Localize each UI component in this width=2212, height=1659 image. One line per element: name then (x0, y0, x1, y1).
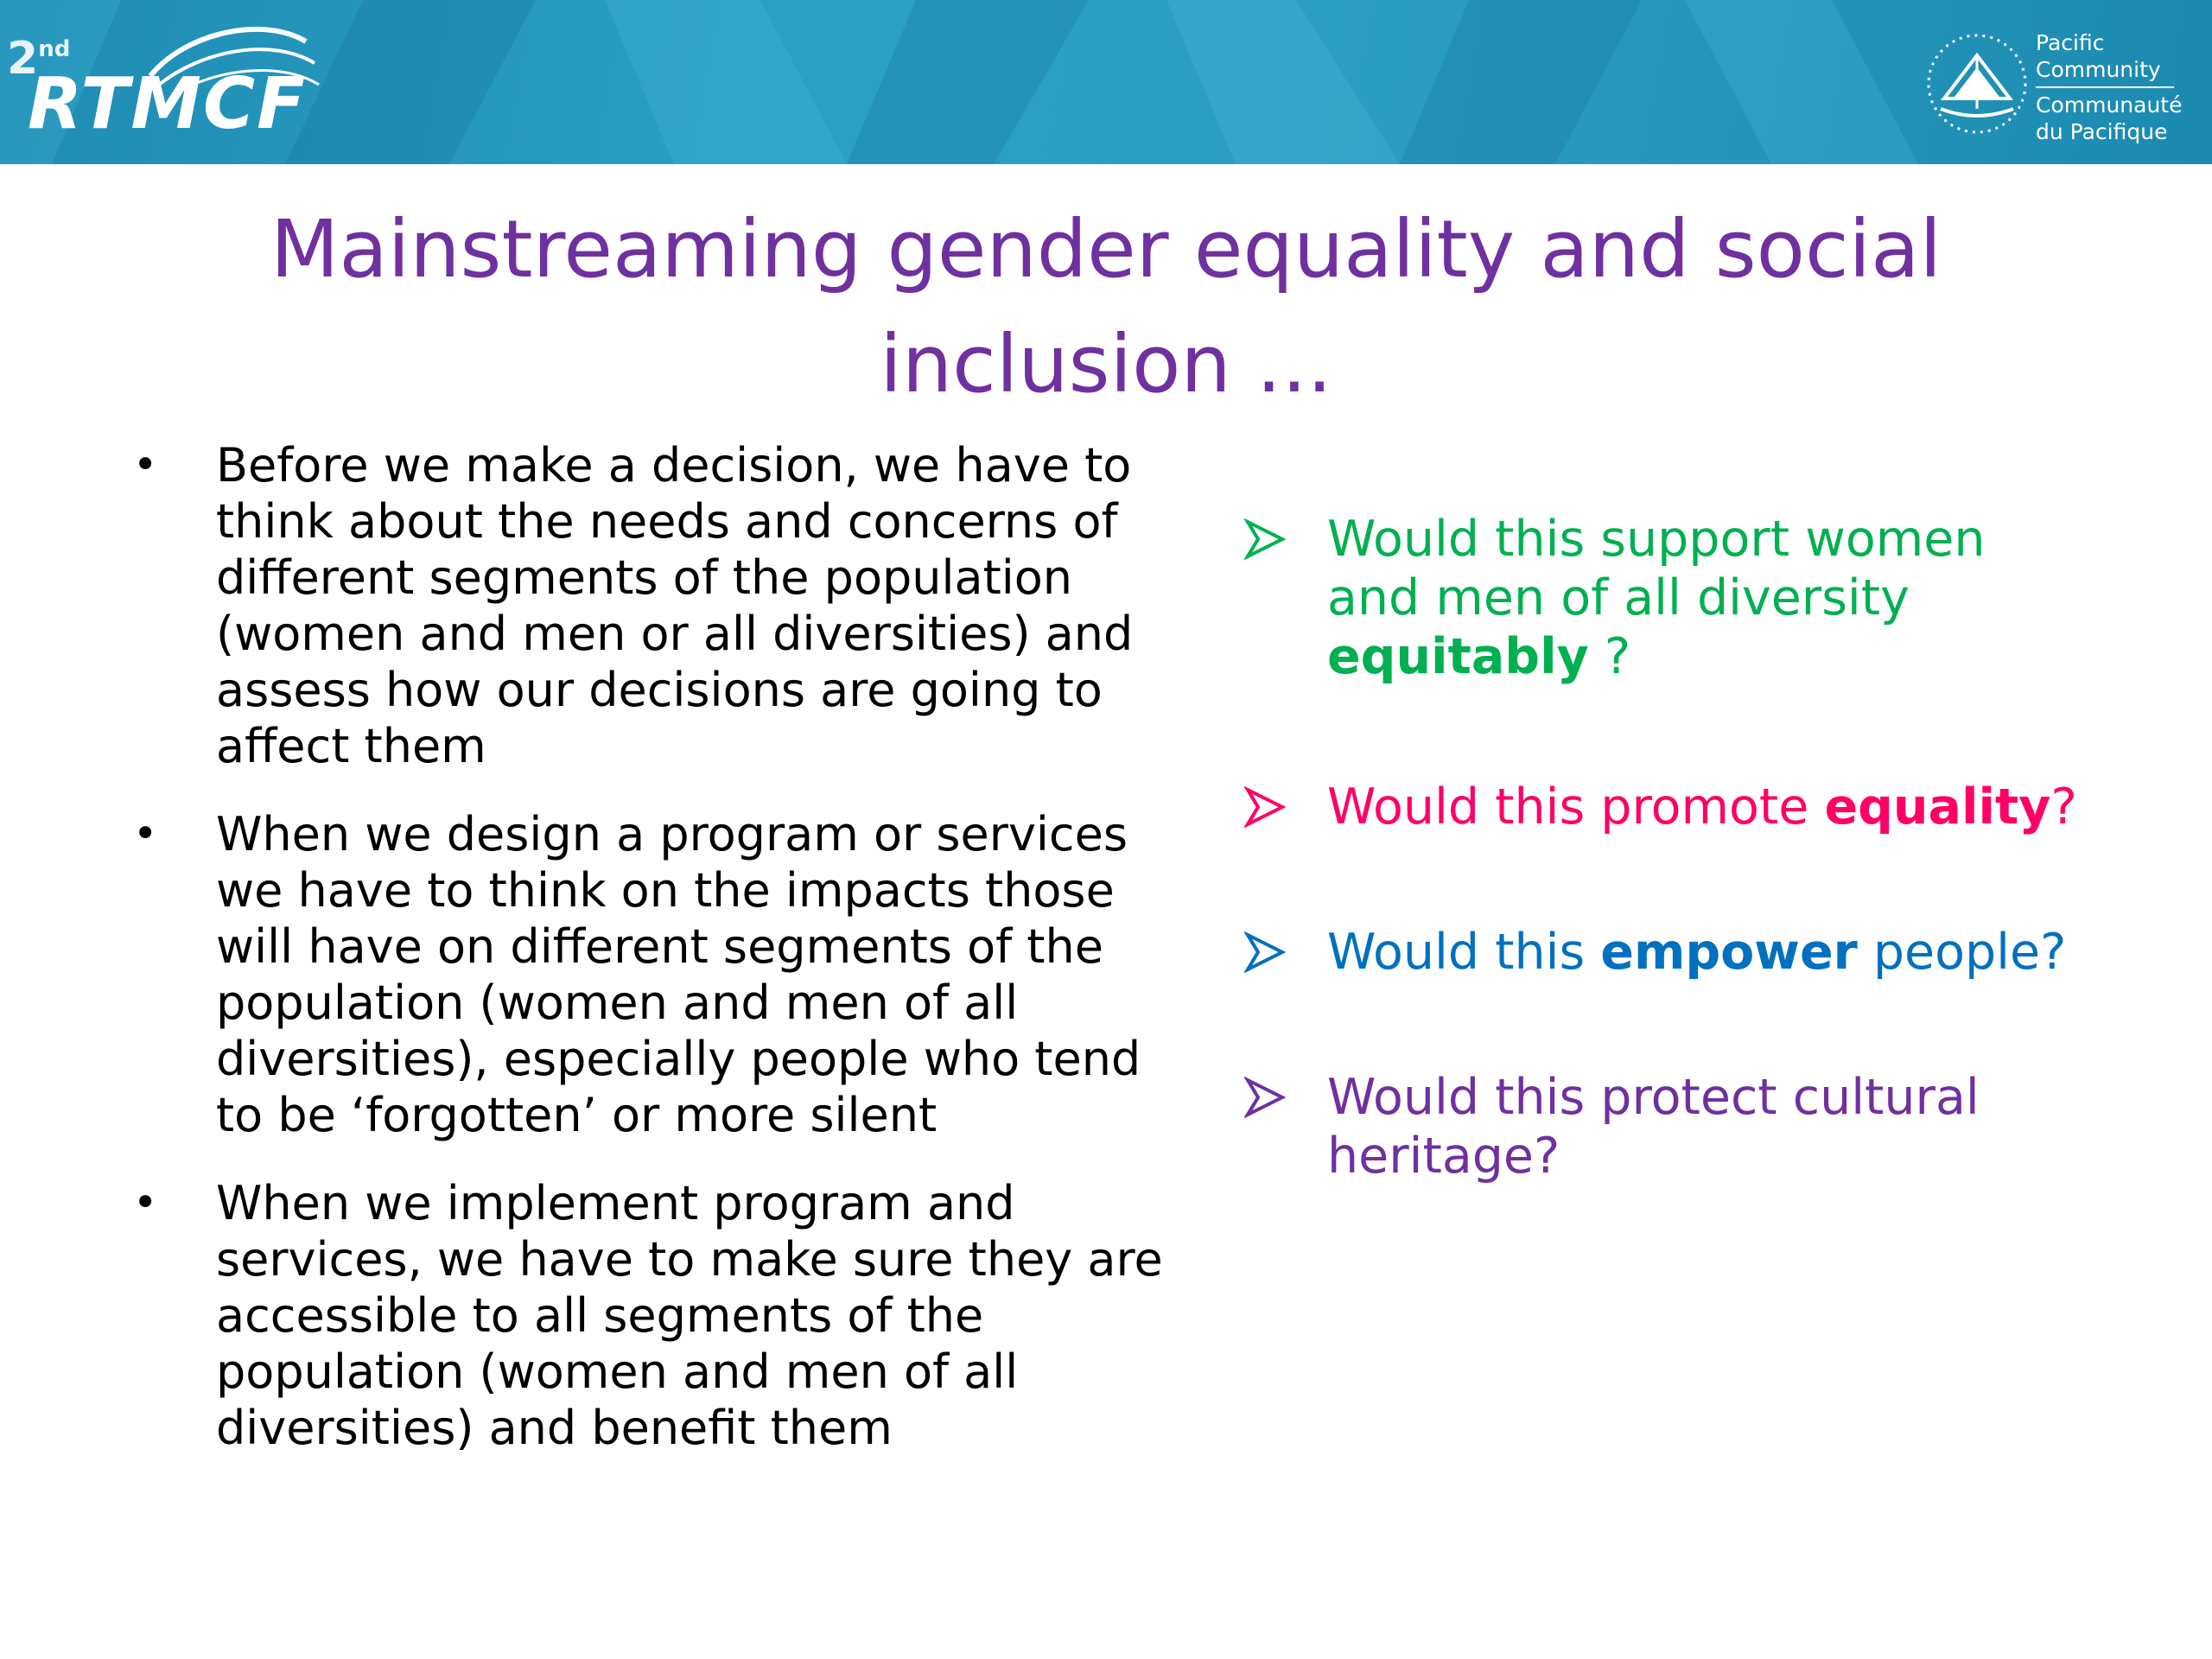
list-item-line: will have on different segments of the (216, 919, 1103, 974)
list-item-line: population (women and men of all (216, 1344, 1019, 1399)
org-name-en-2: Community (2036, 57, 2161, 82)
question-text: Would this promote (1327, 779, 1825, 836)
bullet-icon: • (133, 810, 158, 858)
question-empower (1244, 923, 2209, 982)
list-item-line: diversities), especially people who tend (216, 1032, 1141, 1086)
question-line: Would this support women (1327, 511, 1986, 568)
org-name-fr-1: Communauté (2036, 92, 2183, 118)
org-name-fr-2: du Pacifique (2036, 119, 2168, 144)
question-equality (1244, 778, 2209, 836)
question-tail: ? (1588, 628, 1631, 685)
arrow-bullet-icon (1244, 786, 1286, 828)
question-equitably (1244, 510, 2209, 686)
list-item (130, 1175, 1166, 1456)
question-line: and men of all diversity (1327, 569, 1910, 626)
question-tail: ? (2050, 779, 2077, 836)
list-item-line: we have to think on the impacts those (216, 863, 1115, 918)
org-name (2036, 29, 2183, 145)
list-item-line: assess how our decisions are going to (216, 663, 1103, 717)
list-item-line: to be ‘forgotten’ or more silent (216, 1088, 938, 1142)
edition-suffix: nd (38, 36, 71, 62)
list-item-line: diversities) and benefit them (216, 1401, 893, 1455)
header-banner (0, 0, 2212, 164)
question-tail: people? (1857, 924, 2067, 981)
event-logo-acronym: RTMCF (28, 63, 308, 145)
list-item-line: When we implement program and (216, 1176, 1015, 1230)
question-line (1327, 923, 2209, 982)
question-keyword: empower (1600, 924, 1858, 981)
bullet-icon: • (133, 1179, 158, 1227)
bullet-list (130, 437, 1166, 1488)
arrow-bullet-icon (1244, 931, 1286, 973)
arrow-bullet-icon (1244, 1077, 1286, 1118)
org-name-en-1: Pacific (2036, 30, 2105, 55)
list-item (130, 806, 1166, 1143)
event-logo (3, 16, 332, 145)
list-item-line: different segments of the population (216, 550, 1073, 605)
question-cultural-heritage (1244, 1068, 2209, 1185)
question-line (1327, 627, 2209, 686)
bullet-icon: • (133, 441, 158, 489)
question-text: Would this (1327, 924, 1601, 981)
question-keyword: equitably (1327, 628, 1589, 685)
question-line: Would this protect cultural (1327, 1069, 1980, 1126)
banner-pattern (0, 0, 2212, 164)
list-item-line: Before we make a decision, we have to (216, 438, 1132, 493)
edition-number: 2 (7, 33, 39, 85)
list-item-line: think about the needs and concerns of (216, 494, 1118, 549)
question-line (1327, 778, 2209, 836)
list-item-line: When we design a program or services (216, 807, 1128, 861)
list-item (130, 437, 1166, 774)
question-line: heritage? (1327, 1128, 1560, 1185)
slide-title-line-1: Mainstreaming gender equality and social (270, 203, 1942, 296)
list-item-line: services, we have to make sure they are (216, 1232, 1163, 1287)
pacific-community-logo-icon (1925, 29, 2029, 138)
arrow-bullet-icon (1244, 518, 1286, 560)
list-item-line: (women and men or all diversities) and (216, 607, 1134, 661)
list-item-line: population (women and men of all (216, 976, 1019, 1030)
org-divider (2036, 86, 2174, 88)
slide-title (173, 192, 2039, 422)
list-item-line: affect them (216, 719, 486, 773)
question-keyword: equality (1824, 779, 2051, 836)
slide-title-line-2: inclusion ... (880, 318, 1332, 410)
list-item-line: accessible to all segments of the (216, 1288, 984, 1343)
